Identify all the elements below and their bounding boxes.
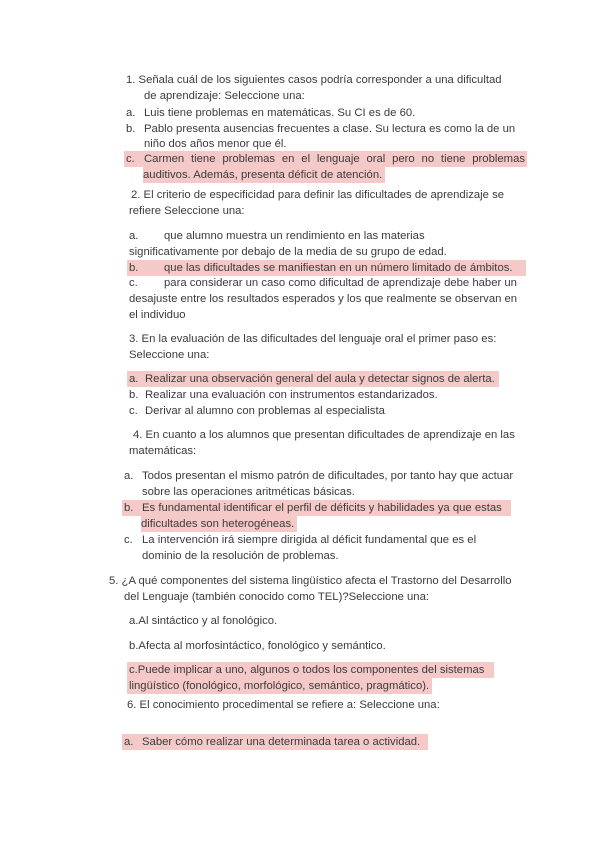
question-4-option-a-line-2: sobre las operaciones aritméticas básicas. bbox=[142, 486, 355, 498]
question-2-option-b: que las dificultades se manifiestan en un número limitado de ámbitos. bbox=[164, 262, 513, 274]
question-2-option-a-line-1: que alumno muestra un rendimiento en las materias bbox=[164, 230, 425, 242]
question-2-line-1: 2. El criterio de especificidad para definir las dificultades de aprendizaje se bbox=[131, 189, 505, 201]
question-1-option-c-label: c. bbox=[126, 153, 135, 165]
question-4-option-a-line-1: Todos presentan el mismo patrón de dificultades, por tanto hay que actuar bbox=[142, 470, 514, 482]
question-1-option-b-label: b. bbox=[126, 123, 136, 135]
question-2-option-c-label: c. bbox=[129, 277, 138, 289]
question-1-line-1: 1. Señala cuál de los siguientes casos podría corresponder a una dificultad bbox=[126, 74, 502, 86]
question-2-option-b-label: b. bbox=[129, 262, 139, 274]
question-1-line-2: de aprendizaje: Seleccione una: bbox=[144, 90, 305, 102]
question-5-option-c-line-2: lingüístico (fonológico, morfológico, semántico, pragmático). bbox=[127, 678, 432, 694]
question-2-option-a-label: a. bbox=[129, 230, 139, 242]
question-3-option-a: Realizar una observación general del aula y detectar signos de alerta. bbox=[145, 373, 495, 385]
question-2-line-2: refiere Seleccione una: bbox=[129, 205, 245, 217]
question-6-option-a: Saber cómo realizar una determinada tarea o actividad. bbox=[142, 736, 421, 748]
question-4-option-b-label: b. bbox=[124, 502, 134, 514]
question-1-option-b-line-1: Pablo presenta ausencias frecuentes a clase. Su lectura es como la de un bbox=[144, 123, 516, 135]
question-1-option-b-line-2: niño dos años menor que él. bbox=[144, 138, 287, 150]
question-4-line-2: matemáticas: bbox=[129, 445, 197, 457]
question-1-option-c-line-2: auditivos. Además, presenta déficit de atención. bbox=[143, 167, 385, 183]
question-4-option-b-line-1: Es fundamental identificar el perfil de déficits y habilidades ya que estas bbox=[142, 502, 502, 514]
question-5-line-1: 5. ¿A qué componentes del sistema lingüístico afecta el Trastorno del Desarrollo bbox=[109, 575, 512, 587]
question-5-line-2: del Lenguaje (también conocido como TEL)?Seleccione una: bbox=[124, 591, 430, 603]
question-5-option-a: a.Al sintáctico y al fonológico. bbox=[129, 615, 278, 627]
question-2-option-c-line-2: desajuste entre los resultados esperados y los que realmente se observan en bbox=[129, 293, 518, 305]
question-6-line-1: 6. El conocimiento procedimental se refiere a: Seleccione una: bbox=[127, 699, 440, 711]
question-2-option-c-line-3: el individuo bbox=[129, 309, 186, 321]
question-3-option-c-label: c. bbox=[129, 405, 138, 417]
question-1-option-c-line-1: Carmen tiene problemas en el lenguaje oral pero no tiene problemas bbox=[144, 153, 525, 165]
question-5-option-b: b.Afecta al morfosintáctico, fonológico y semántico. bbox=[129, 640, 386, 652]
question-3-option-b: Realizar una evaluación con instrumentos estandarizados. bbox=[145, 389, 438, 401]
question-4-option-c-line-2: dominio de la resolución de problemas. bbox=[142, 550, 339, 562]
question-2-option-a-line-2: significativamente por debajo de la media de su grupo de edad. bbox=[129, 246, 447, 258]
question-3-line-1: 3. En la evaluación de las dificultades del lenguaje oral el primer paso es: bbox=[129, 333, 497, 345]
question-4-option-a-label: a. bbox=[124, 470, 134, 482]
question-4-option-b-line-2: dificultades son heterogéneas. bbox=[141, 516, 297, 532]
question-1-option-a-label: a. bbox=[126, 107, 136, 119]
question-1-option-a: Luis tiene problemas en matemáticas. Su CI es de 60. bbox=[144, 107, 416, 119]
question-3-line-2: Seleccione una: bbox=[129, 349, 210, 361]
question-6-option-a-label: a. bbox=[124, 736, 134, 748]
question-4-option-c-label: c. bbox=[124, 534, 133, 546]
question-3-option-c: Derivar al alumno con problemas al especialista bbox=[145, 405, 385, 417]
question-4-line-1: 4. En cuanto a los alumnos que presentan dificultades de aprendizaje en las bbox=[133, 429, 515, 441]
question-4-option-c-line-1: La intervención irá siempre dirigida al déficit fundamental que es el bbox=[142, 534, 477, 546]
question-3-option-a-label: a. bbox=[129, 373, 139, 385]
question-2-option-c-line-1: para considerar un caso como dificultad de aprendizaje debe haber un bbox=[164, 277, 517, 289]
question-3-option-b-label: b. bbox=[129, 389, 139, 401]
question-5-option-c-line-1: c.Puede implicar a uno, algunos o todos los componentes del sistemas bbox=[129, 664, 485, 676]
